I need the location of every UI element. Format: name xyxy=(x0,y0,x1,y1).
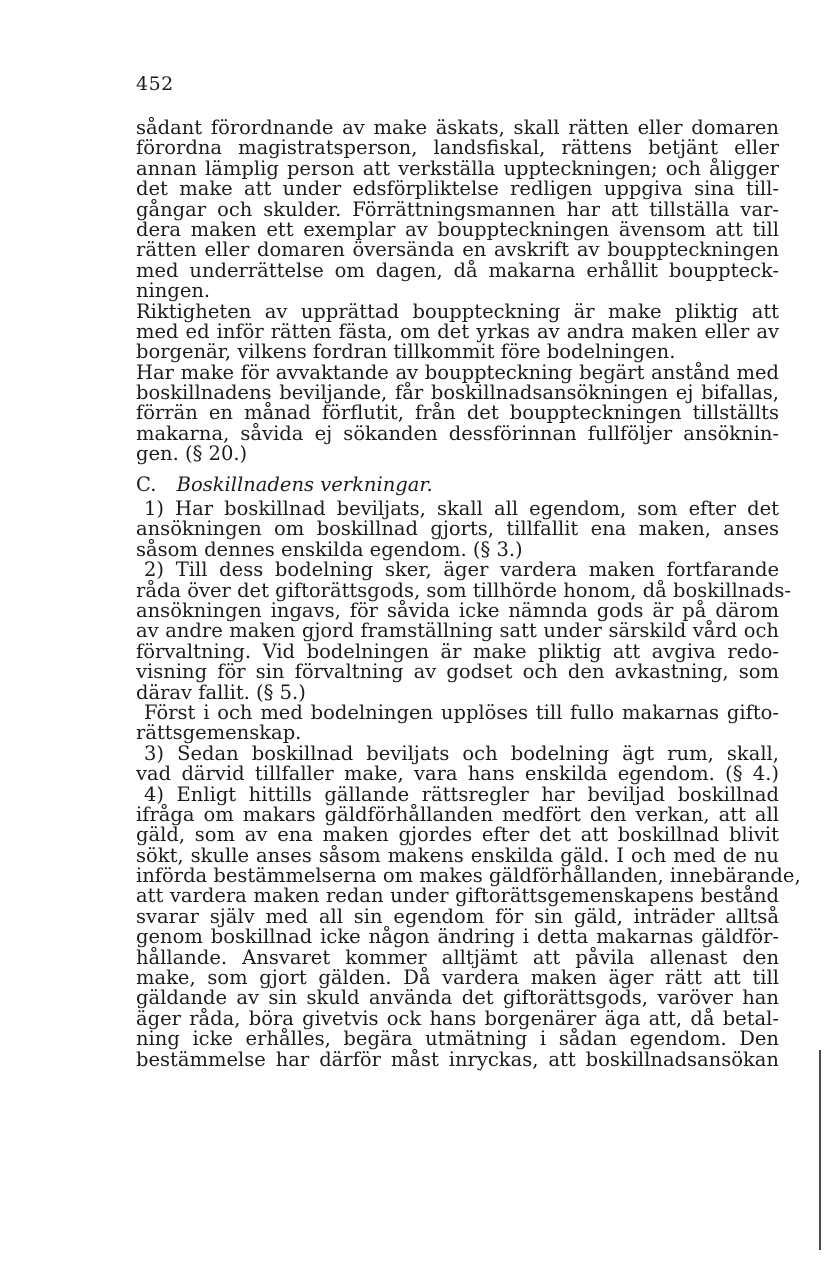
text-line: gäldande av sin skuld använda det giftorättsgods, varöver han xyxy=(136,986,779,1010)
text-line: make, som gjort gälden. Då vardera maken äger rätt att till xyxy=(136,966,779,990)
text-line: förordna magistratsperson, landsfiskal, rättens betjänt eller xyxy=(136,136,779,160)
text-line: rätten eller domaren översända en avskrift av bouppteckningen xyxy=(136,238,779,262)
text-line: rättsgemenskap. xyxy=(136,721,302,745)
text-line: visning för sin förvaltning av godset och den avkastning, som xyxy=(136,660,779,684)
text-line: Har make för avvaktande av bouppteckning begärt anstånd med xyxy=(136,360,779,384)
text-line: ifråga om makars gäldförhållanden medfört den verkan, att all xyxy=(136,802,779,826)
section-letter: C. xyxy=(136,472,157,496)
text-line: sökt, skulle anses såsom makens enskilda gäld. I och med de nu xyxy=(136,843,779,867)
text-line: 1) Har boskillnad beviljats, skall all egendom, som efter det xyxy=(144,497,779,521)
text-line: ansökningen om boskillnad gjorts, tillfallit ena maken, anses xyxy=(136,517,779,541)
text-line: ansökningen ingavs, för såvida icke nämnda gods är på därom xyxy=(136,598,779,622)
text-line: införda bestämmelserna om makes gäldförhållanden, innebärande, xyxy=(136,864,801,888)
paragraph-block-intro xyxy=(136,118,779,465)
text-line: förvaltning. Vid bodelningen är make pliktig att avgiva redo- xyxy=(136,639,779,663)
text-column xyxy=(136,116,801,1071)
paragraph-block-effects xyxy=(136,497,801,1071)
text-line: gäld, som av ena maken gjordes efter det att boskillnad blivit xyxy=(136,823,779,847)
text-line: råda över det giftorättsgods, som tillhörde honom, då boskillnads- xyxy=(136,578,792,602)
text-line: svarar själv med all sin egendom för sin gäld, inträder alltså xyxy=(136,904,779,928)
text-line: att vardera maken redan under giftorättsgemenskapens bestånd xyxy=(136,884,779,908)
text-line: såsom dennes enskilda egendom. (§ 3.) xyxy=(136,537,523,561)
text-line: äger råda, böra givetvis ock hans borgenärer äga att, då betal- xyxy=(136,1006,779,1030)
text-line: Först i och med bodelningen upplöses till fullo makarnas gifto- xyxy=(144,700,779,724)
text-line: förrän en månad förflutit, från det bouppteckningen tillställts xyxy=(136,401,779,425)
text-line: vad därvid tillfaller make, vara hans enskilda egendom. (§ 4.) xyxy=(136,762,779,786)
text-line: gångar och skulder. Förrättningsmannen har att tillställa var- xyxy=(136,197,779,221)
text-line: genom boskillnad icke någon ändring i detta makarnas gäldför- xyxy=(136,925,779,949)
text-line: ning icke erhålles, begära utmätning i sådan egendom. Den xyxy=(136,1027,779,1051)
text-line: det make att under edsförpliktelse redligen uppgiva sina till- xyxy=(136,177,779,201)
page-edge-mark xyxy=(819,1050,821,1250)
text-line: 3) Sedan boskillnad beviljats och bodelning ägt rum, skall, xyxy=(144,741,779,765)
text-line: hållande. Ansvaret kommer alltjämt att påvila allenast den xyxy=(136,945,779,969)
text-line: boskillnadens beviljande, får boskillnadsansökningen ej bifallas, xyxy=(136,381,779,405)
section-title: Boskillnadens verkningar. xyxy=(176,472,433,496)
text-line: av andre maken gjord framställning satt under särskild vård och xyxy=(136,619,779,643)
section-heading xyxy=(136,472,779,496)
text-line: med ed inför rätten fästa, om det yrkas av andra maken eller av xyxy=(136,319,779,343)
text-line: därav fallit. (§ 5.) xyxy=(136,680,306,704)
text-line: borgenär, vilkens fordran tillkommit före bodelningen. xyxy=(136,340,676,364)
text-line: 2) Till dess bodelning sker, äger vardera maken fortfarande xyxy=(144,558,779,582)
text-line: med underrättelse om dagen, då makarna erhållit bouppteck- xyxy=(136,258,779,282)
text-line: sådant förordnande av make äskats, skall rätten eller domaren xyxy=(136,116,779,139)
text-line: 4) Enligt hittills gällande rättsregler har beviljad boskillnad xyxy=(144,782,779,806)
text-line: annan lämplig person att verkställa uppteckningen; och åligger xyxy=(136,156,779,180)
text-line: bestämmelse har därför måst inryckas, att boskillnadsansökan xyxy=(136,1047,779,1071)
text-line: Riktigheten av upprättad bouppteckning är make pliktig att xyxy=(136,299,779,323)
text-line: makarna, såvida ej sökanden dessförinnan fullföljer ansöknin- xyxy=(136,421,779,445)
page-number: 452 xyxy=(136,73,174,95)
text-line: dera maken ett exemplar av bouppteckningen ävensom att till xyxy=(136,217,779,241)
text-line: ningen. xyxy=(136,279,211,303)
text-line: gen. (§ 20.) xyxy=(136,442,248,466)
